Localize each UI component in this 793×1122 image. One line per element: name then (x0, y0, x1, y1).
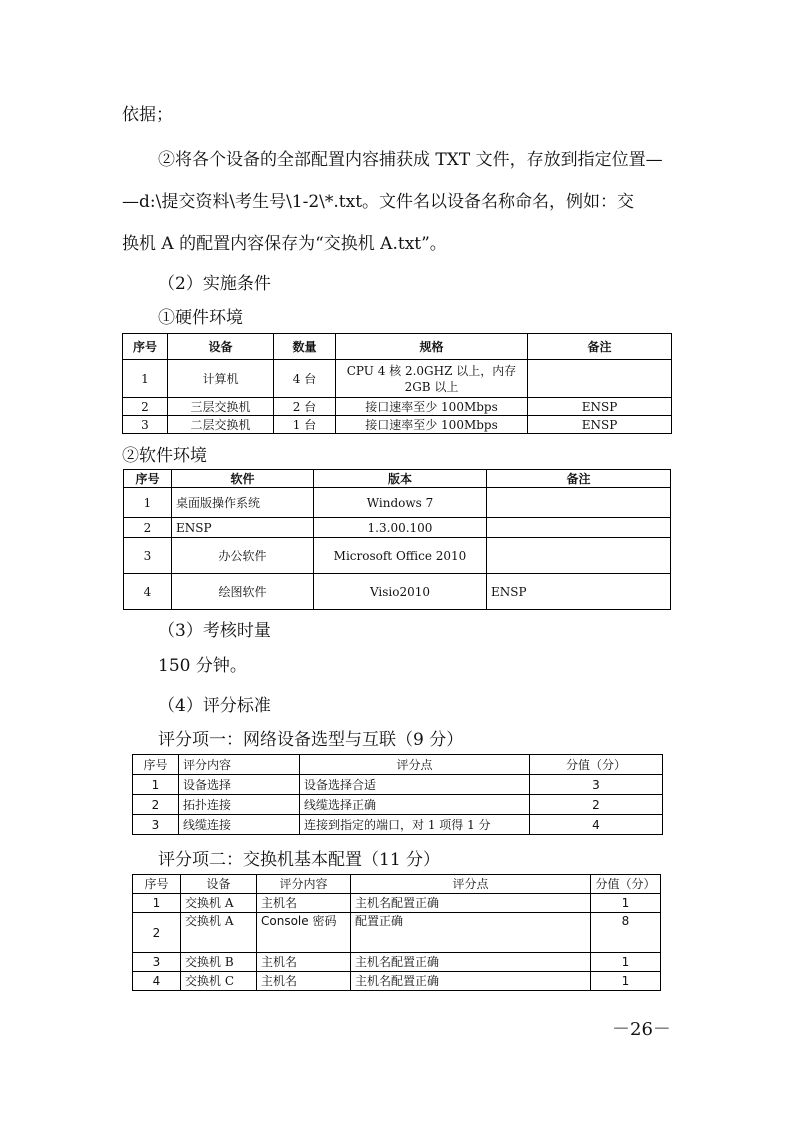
table-cell: 桌面版操作系统 (172, 488, 314, 518)
header-cell: 评分点 (351, 875, 591, 894)
table-cell: 交换机 A (181, 913, 257, 953)
heading-duration: （3）考核时量 (158, 621, 271, 641)
table-cell: ENSP (528, 416, 672, 434)
table-cell: 8 (591, 913, 661, 953)
table-cell: 4 (124, 574, 172, 610)
table-cell: 绘图软件 (172, 574, 314, 610)
paragraph-basis: 依据； (122, 105, 173, 125)
header-cell: 备注 (528, 334, 672, 360)
table-cell: 1 台 (274, 416, 336, 434)
heading-software: ②软件环境 (122, 446, 207, 466)
table-cell: 2 (530, 795, 663, 815)
table-cell: 1 (591, 953, 661, 972)
hardware-table (122, 333, 672, 434)
table-cell: 3 (124, 538, 172, 574)
table-cell: 2 (133, 795, 179, 815)
table-cell: ENSP (487, 574, 671, 610)
table-row (123, 398, 672, 416)
header-cell: 设备 (168, 334, 274, 360)
table-cell: 线缆连接 (179, 815, 300, 835)
table-cell: Visio2010 (314, 574, 487, 610)
table-cell: 1 (133, 775, 179, 795)
table-cell: 1 (133, 894, 181, 913)
table-row (133, 775, 663, 795)
table-cell: 计算机 (168, 360, 274, 398)
table-cell: 2 (124, 518, 172, 538)
table-cell: 主机名配置正确 (351, 953, 591, 972)
heading-scoring: （4）评分标准 (158, 696, 271, 716)
table-cell: 设备选择合适 (300, 775, 530, 795)
table-header-row (124, 470, 671, 488)
table-cell: 接口速率至少 100Mbps (336, 416, 528, 434)
table-cell: ENSP (172, 518, 314, 538)
header-cell: 序号 (133, 875, 181, 894)
table-cell (487, 518, 671, 538)
header-cell: 数量 (274, 334, 336, 360)
table-cell: 配置正确 (351, 913, 591, 953)
table-row (123, 360, 672, 398)
table-row (124, 574, 671, 610)
table-cell: Console 密码 (257, 913, 351, 953)
header-cell: 设备 (181, 875, 257, 894)
software-table (123, 469, 671, 610)
header-cell: 评分内容 (179, 755, 300, 775)
header-cell: 备注 (487, 470, 671, 488)
table-cell: 主机名 (257, 894, 351, 913)
table-cell: 1 (591, 894, 661, 913)
table-row (124, 518, 671, 538)
table-cell: 3 (133, 815, 179, 835)
table-row (133, 913, 661, 953)
table-cell: 3 (133, 953, 181, 972)
table-cell: 设备选择 (179, 775, 300, 795)
table-cell: 2 台 (274, 398, 336, 416)
table-cell: 拓扑连接 (179, 795, 300, 815)
table-row (124, 538, 671, 574)
header-cell: 版本 (314, 470, 487, 488)
table-row (133, 972, 661, 991)
table-cell: 4 (133, 972, 181, 991)
table-cell: 主机名配置正确 (351, 972, 591, 991)
table-cell: 1.3.00.100 (314, 518, 487, 538)
score-table-2 (132, 874, 661, 991)
table-cell: 交换机 B (181, 953, 257, 972)
table-cell: 1 (124, 488, 172, 518)
heading-conditions: （2）实施条件 (158, 274, 271, 294)
table-header-row (133, 755, 663, 775)
table-cell: 连接到指定的端口，对 1 项得 1 分 (300, 815, 530, 835)
header-cell: 序号 (133, 755, 179, 775)
table-row (133, 795, 663, 815)
table-cell: 3 (123, 416, 168, 434)
table-cell: ENSP (528, 398, 672, 416)
table-cell: 主机名 (257, 972, 351, 991)
header-cell: 分值（分） (530, 755, 663, 775)
scoring-item2-title: 评分项二：交换机基本配置（11 分） (158, 850, 441, 870)
table-cell: 1 (123, 360, 168, 398)
header-cell: 序号 (123, 334, 168, 360)
table-row (124, 488, 671, 518)
table-header-row (133, 875, 661, 894)
score-table-1 (132, 754, 663, 835)
table-row (133, 894, 661, 913)
heading-hardware: ①硬件环境 (158, 308, 243, 328)
table-row (123, 416, 672, 434)
header-cell: 软件 (172, 470, 314, 488)
table-cell: 交换机 C (181, 972, 257, 991)
paragraph-export-line2: —d:\提交资料\考生号\1-2\*.txt。文件名以设备名称命名，例如：交 (122, 192, 635, 212)
table-cell: 3 (530, 775, 663, 795)
duration-text: 150 分钟。 (158, 656, 247, 676)
paragraph-export-line3: 换机 A 的配置内容保存为“交换机 A.txt”。 (122, 234, 447, 254)
table-cell: 三层交换机 (168, 398, 274, 416)
table-cell: 接口速率至少 100Mbps (336, 398, 528, 416)
table-header-row (123, 334, 672, 360)
table-cell: 二层交换机 (168, 416, 274, 434)
header-cell: 规格 (336, 334, 528, 360)
table-cell: 主机名 (257, 953, 351, 972)
table-cell: 办公软件 (172, 538, 314, 574)
table-cell: CPU 4 核 2.0GHZ 以上，内存 2GB 以上 (336, 360, 528, 398)
table-cell (487, 488, 671, 518)
header-cell: 评分点 (300, 755, 530, 775)
table-cell: Windows 7 (314, 488, 487, 518)
page-number: －26－ (612, 1019, 671, 1040)
header-cell: 序号 (124, 470, 172, 488)
table-cell: 交换机 A (181, 894, 257, 913)
header-cell: 评分内容 (257, 875, 351, 894)
table-cell: 2 (123, 398, 168, 416)
table-cell: 4 (530, 815, 663, 835)
scoring-item1-title: 评分项一：网络设备选型与互联（9 分） (158, 730, 464, 750)
table-cell: Microsoft Office 2010 (314, 538, 487, 574)
table-cell: 主机名配置正确 (351, 894, 591, 913)
table-cell: 1 (591, 972, 661, 991)
table-row (133, 953, 661, 972)
paragraph-export-line1: ②将各个设备的全部配置内容捕获成 TXT 文件，存放到指定位置— (158, 150, 663, 170)
table-cell (528, 360, 672, 398)
table-cell: 线缆选择正确 (300, 795, 530, 815)
header-cell: 分值（分） (591, 875, 661, 894)
table-row (133, 815, 663, 835)
table-cell: 2 (133, 913, 181, 953)
table-cell: 4 台 (274, 360, 336, 398)
table-cell (487, 538, 671, 574)
